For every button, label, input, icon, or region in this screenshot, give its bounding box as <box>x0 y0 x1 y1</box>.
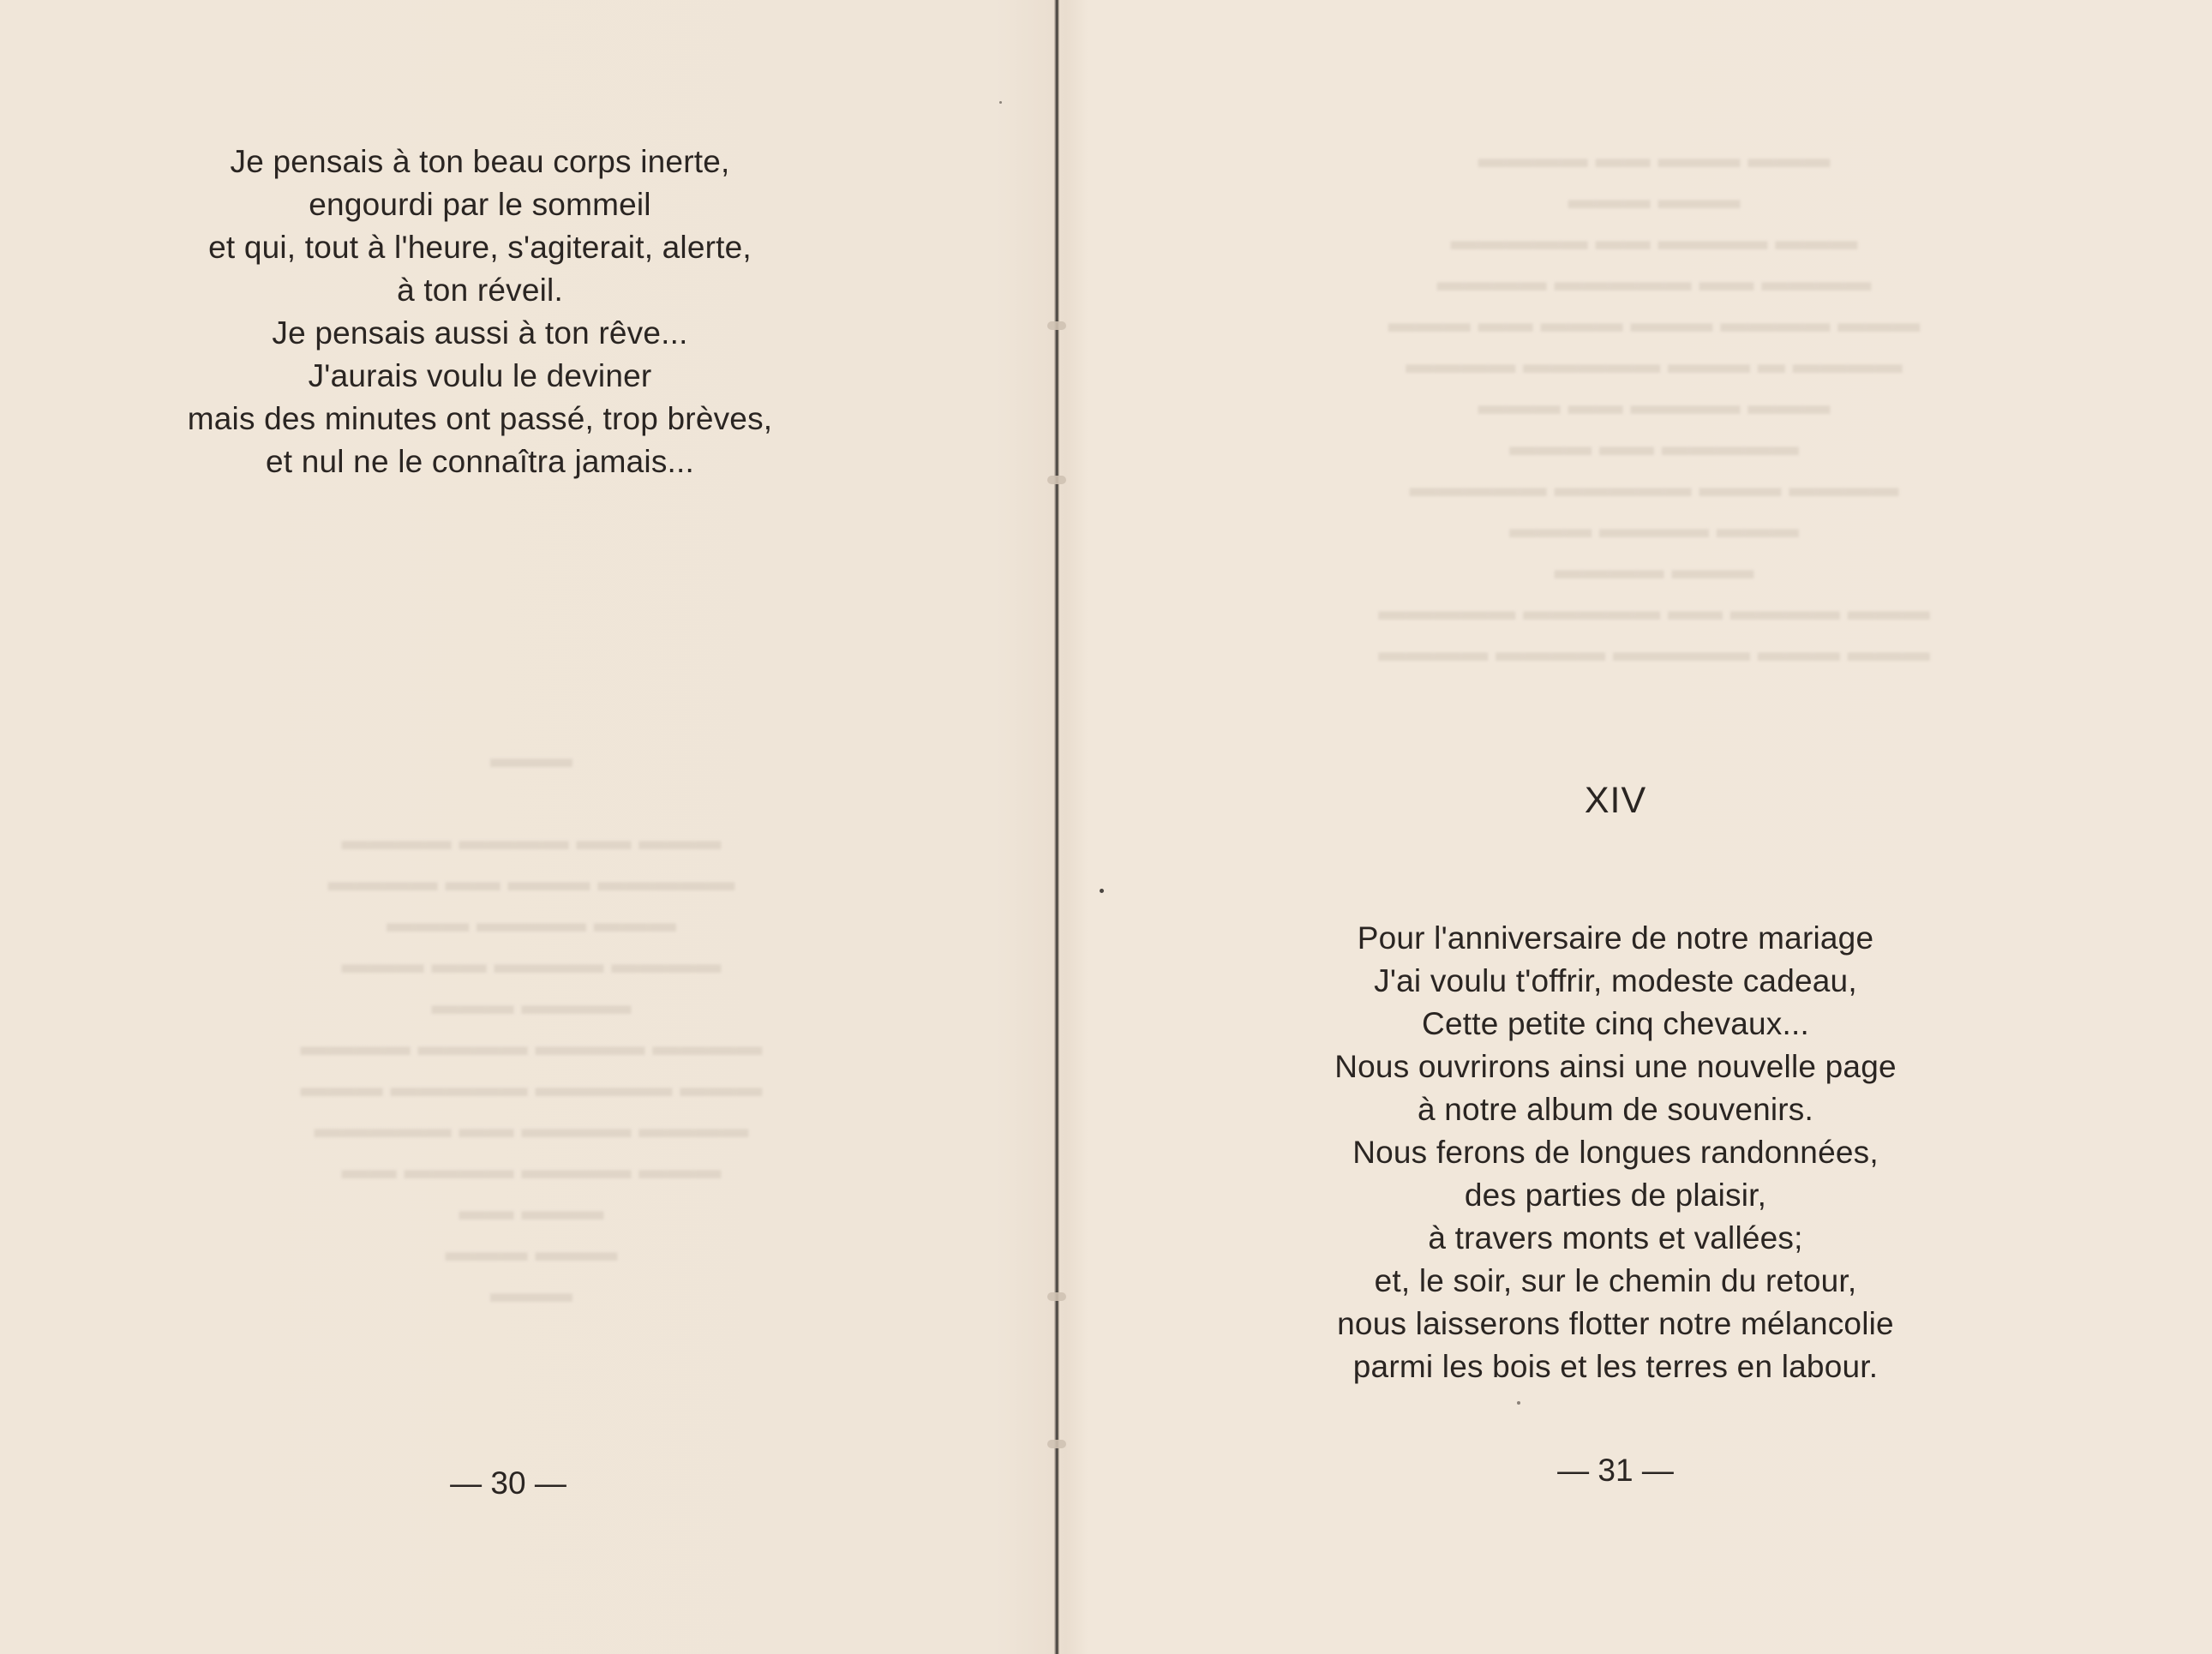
poem-line: à notre album de souvenirs. <box>1418 1092 1813 1127</box>
poem-line: à ton réveil. <box>397 273 563 308</box>
page-number-left: — 30 — <box>450 1465 566 1501</box>
poem-line: Pour l'anniversaire de notre mariage <box>1357 920 1874 956</box>
poem-line: à travers monts et vallées; <box>1428 1220 1803 1255</box>
poem-line: J'aurais voulu le deviner <box>308 358 652 393</box>
poem-line: mais des minutes ont passé, trop brèves, <box>187 401 773 436</box>
poem-line: Je pensais aussi à ton rêve... <box>272 315 688 351</box>
section-number: XIV <box>1584 780 1647 821</box>
show-through-text-left: ▬▬▬ ▬▬▬ ▬▬ ▬▬▬▬ ▬▬▬▬ ▬▬▬▬▬ ▬▬▬ ▬▬ ▬▬▬▬ ▬▬▬ ▬▬▬▬ ▬▬▬ ▬▬▬▬ ▬▬▬▬ ▬▬ ▬▬▬ ▬▬▬▬ ▬▬▬ ▬▬▬▬ ▬▬▬▬ ▬▬▬▬ ▬▬▬▬ ▬▬▬ ▬▬▬▬▬ ▬▬▬▬▬ ▬▬▬ ▬▬▬▬ ▬▬▬▬ ▬▬ ▬▬▬▬▬ ▬▬▬ ▬▬▬▬ ▬▬▬▬ ▬▬ ▬▬▬ ▬▬ ▬▬▬ ▬▬▬ ▬▬▬ <box>300 742 763 1308</box>
paper-speck <box>999 101 1002 104</box>
poem-line: Nous ouvrirons ainsi une nouvelle page <box>1334 1049 1897 1084</box>
poem-line: Cette petite cinq chevaux... <box>1422 1006 1809 1041</box>
page-number-right: — 31 — <box>1557 1453 1674 1488</box>
right-page <box>1059 0 2212 1654</box>
poem-line: parmi les bois et les terres en labour. <box>1352 1349 1879 1384</box>
left-page <box>0 0 1054 1654</box>
poem-left <box>86 141 874 483</box>
poem-line: engourdi par le sommeil <box>309 187 651 222</box>
poem-right <box>1243 917 1988 1388</box>
poem-line: J'ai voulu t'offrir, modeste cadeau, <box>1374 963 1857 998</box>
poem-line: et, le soir, sur le chemin du retour, <box>1374 1263 1857 1298</box>
poem-line: Nous ferons de longues randonnées, <box>1352 1135 1879 1170</box>
poem-line: Je pensais à ton beau corps inerte, <box>230 144 730 179</box>
poem-line: des parties de plaisir, <box>1464 1178 1767 1213</box>
poem-line: et nul ne le connaîtra jamais... <box>265 444 694 479</box>
paper-speck <box>1100 889 1104 893</box>
show-through-text-right: ▬▬▬ ▬▬▬ ▬▬ ▬▬▬▬ ▬▬▬ ▬▬▬ ▬▬▬ ▬▬▬▬ ▬▬ ▬▬▬▬▬ ▬▬▬▬ ▬▬ ▬▬▬▬▬ ▬▬▬▬ ▬▬▬ ▬▬▬▬ ▬▬▬ ▬▬▬ ▬▬ ▬▬▬ ▬▬▬▬ ▬ ▬▬▬ ▬▬▬▬▬ ▬▬▬▬ ▬▬▬ ▬▬▬▬ ▬▬ ▬▬▬ ▬▬▬▬▬ ▬▬ ▬▬▬ ▬▬▬▬ ▬▬▬ ▬▬▬▬▬ ▬▬▬▬▬ ▬▬▬ ▬▬▬▬ ▬▬▬ ▬▬▬ ▬▬▬▬ ▬▬▬ ▬▬▬▬ ▬▬ ▬▬▬▬▬ ▬▬▬▬▬ ▬▬▬ ▬▬▬ ▬▬▬▬▬ ▬▬▬▬ ▬▬▬▬ <box>1378 142 1930 667</box>
paper-speck <box>1517 1401 1520 1405</box>
poem-line: et qui, tout à l'heure, s'agiterait, alerte, <box>208 230 752 265</box>
poem-line: nous laisserons flotter notre mélancolie <box>1337 1306 1894 1341</box>
